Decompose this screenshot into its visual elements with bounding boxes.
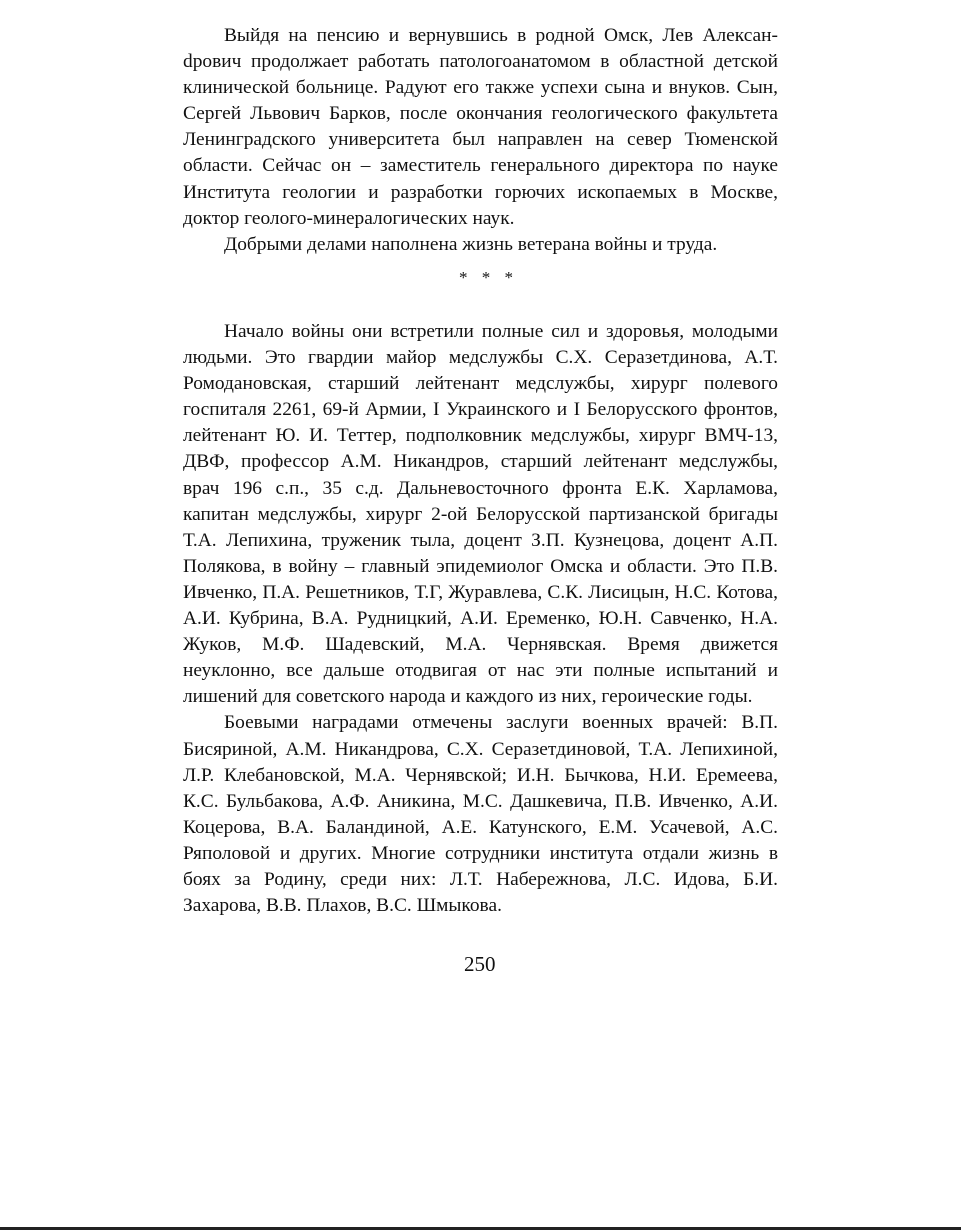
paragraph-barkov-retirement: Выйдя на пенсию и вернувшись в родной Омск, Лев Алексанdрович продолжает работать патологоанатомом в областной детской клинической больнице. Радуют его также успехи сына и внуков. Сын, Сергей Львович Барков, после окончания геологического факультета Ленинградского университета был направлен на север Тюменской области. Сейчас он – заместитель генерального директора по науке Института геологии и разработки горючих ископаемых в Москве, доктор геолого-минералогических наук.: [183, 25, 778, 229]
paragraph-veteran-summary: Добрыми делами наполнена жизнь ветерана войны и труда.: [224, 233, 718, 255]
paragraph-awards: Боевыми наградами отмечены заслуги военных врачей: В.П. Бисяриной, А.М. Никандрова, С.Х. Серазетдиновой, Т.А. Лепихиной, Л.Р. Клебановской, М.А. Чернявской; И.Н. Бычкова, Н.И. Еремеева, К.С. Бульбакова, А.Ф. Аникина, М.С. Дашкевича, П.В. Ивченко, А.И. Коцерова, В.А. Баландиной, А.Е. Катунского, Е.М. Усачевой, А.С. Ряполовой и других. Многие сотрудники института отдали жизнь в боях за Родину, среди них: Л.Т. Набережнова, Л.С. Идова, Б.И. Захарова, В.В. Плахов, В.С. Шмыкова.: [183, 712, 778, 917]
page-number: 250: [464, 952, 496, 976]
top-text-block: [183, 23, 778, 258]
main-text-block: [183, 319, 778, 919]
paragraph-war-doctors: Начало войны они встретили полные сил и здоровья, молодыми людьми. Это гвардии майор медслужбы С.Х. Серазетдинова, А.Т. Ромодановская, старший лейтенант медслужбы, хирург полевого госпиталя 2261, 69-й Армии, I Украинского и I Белорусского фронтов, лейтенант Ю. И. Теттер, подполковник медслужбы, хирург ВМЧ-13, ДВФ, профессор А.М. Никандров, старший лейтенант медслужбы, врач 196 с.п., 35 с.д. Дальневосточного фронта Е.К. Харламова, капитан медслужбы, хирург 2-ой Белорусской партизанской бригады Т.А. Лепихина, труженик тыла, доцент З.П. Кузнецова, доцент А.П. Полякова, в войну – главный эпидемиолог Омска и области. Это П.В. Ивченко, П.А. Решетников, Т.Г, Журавлева, С.К. Лисицын, Н.С. Котова, А.И. Кубрина, В.А. Рудницкий, А.И. Еременко, Ю.Н. Савченко, Н.А. Жуков, М.Ф. Шадевский, М.А. Чернявская. Время движется неуклонно, все дальше отодвигая от нас эти полные испытаний и лишений для советского народа и каждого из них, героические годы.: [183, 321, 778, 708]
asterisk-separator: * * *: [459, 268, 518, 287]
